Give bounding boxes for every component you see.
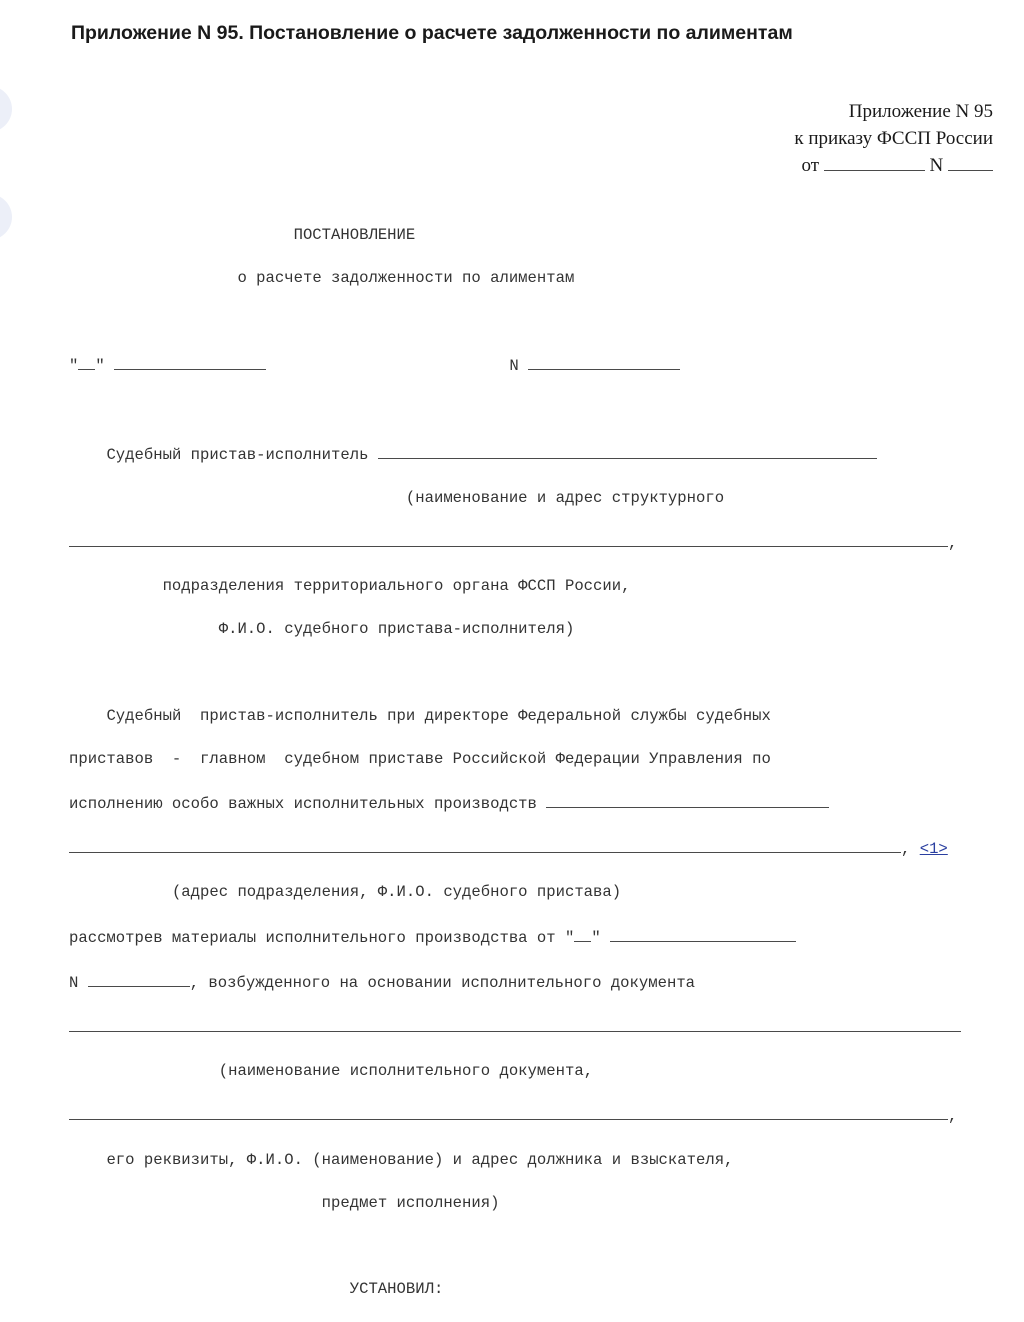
order-date-field[interactable] xyxy=(824,155,925,171)
order-number-prefix: N xyxy=(924,155,948,176)
proceeding-number-line xyxy=(69,971,969,995)
proceeding-date-field[interactable] xyxy=(610,926,796,942)
n-label: N xyxy=(69,973,79,992)
hint-address: (адрес подразделения, Ф.И.О. судебного пристава) xyxy=(171,883,622,902)
proceeding-day-field[interactable] xyxy=(574,926,591,942)
established-heading: УСТАНОВИЛ: xyxy=(349,1280,444,1299)
hint-line xyxy=(69,1061,969,1083)
hint-line xyxy=(69,576,969,598)
date-month-year-field[interactable] xyxy=(114,354,266,370)
doc-subtitle: о расчете задолженности по алиментам xyxy=(237,268,575,287)
doc-title-line xyxy=(69,225,969,247)
order-reference-block xyxy=(794,98,993,179)
executive-document-field-1[interactable] xyxy=(69,1016,961,1032)
order-number-field[interactable] xyxy=(948,155,993,171)
hint-structural-3: Ф.И.О. судебного пристава-исполнителя) xyxy=(218,620,575,639)
hint-line xyxy=(69,488,969,510)
date-number-line: " " N xyxy=(69,354,969,378)
bailiff-line xyxy=(69,443,969,467)
paragraph-1-line-2: приставов - главном судебном приставе Российской Федерации Управления по xyxy=(69,749,771,768)
hint-line xyxy=(69,1193,969,1215)
division-address-field-2[interactable] xyxy=(69,837,901,853)
appendix-label: Приложение N 95 xyxy=(848,101,993,122)
hint-document-1: (наименование исполнительного документа, xyxy=(218,1062,594,1081)
division-address-field-1[interactable] xyxy=(546,792,829,808)
hint-structural-2: подразделения территориального органа ФССП России, xyxy=(162,577,631,596)
hint-line xyxy=(69,619,969,641)
structural-division-line: , xyxy=(69,531,969,555)
doc-title: ПОСТАНОВЛЕНИЕ xyxy=(293,225,416,244)
established-line xyxy=(69,1279,969,1301)
paragraph-1-line-1: Судебный пристав-исполнитель при директоре Федеральной службы судебных xyxy=(106,706,771,725)
hint-structural-1: (наименование и адрес структурного xyxy=(405,488,725,507)
hint-line xyxy=(69,882,969,904)
structural-division-field[interactable] xyxy=(69,531,948,547)
considering-line: рассмотрев материалы исполнительного производства от " " xyxy=(69,926,969,950)
hint-document-2: его реквизиты, Ф.И.О. (наименование) и адрес должника и взыскателя, xyxy=(106,1150,734,1169)
date-day-field[interactable] xyxy=(78,354,95,370)
proceeding-number-field[interactable] xyxy=(88,971,190,987)
executive-document-field-2[interactable] xyxy=(69,1104,948,1120)
doc-subtitle-line xyxy=(69,268,969,290)
hint-line xyxy=(69,1150,969,1172)
executive-document-line xyxy=(69,1016,969,1040)
paragraph-line xyxy=(69,706,969,728)
hint-document-3: предмет исполнения) xyxy=(321,1193,500,1212)
footnote-link[interactable]: <1> xyxy=(919,840,948,859)
order-label: к приказу ФССП России xyxy=(794,128,993,149)
paragraph-line xyxy=(69,749,969,771)
executive-document-line: , xyxy=(69,1104,969,1128)
order-date-prefix: от xyxy=(801,155,824,176)
page-title: Приложение N 95. Постановление о расчете задолженности по алиментам xyxy=(71,22,793,44)
number-label: N xyxy=(509,357,519,376)
considering-text: рассмотрев материалы исполнительного производства от " xyxy=(69,928,575,947)
paragraph-1-line-3: исполнению особо важных исполнительных производств xyxy=(69,795,537,814)
bailiff-label: Судебный пристав-исполнитель xyxy=(106,445,369,464)
paragraph-line xyxy=(69,792,969,816)
order-date-number-line xyxy=(794,152,993,179)
decorative-circle xyxy=(0,194,12,240)
resolution-number-field[interactable] xyxy=(528,354,680,370)
initiated-text: , возбужденного на основании исполнительного документа xyxy=(189,973,696,992)
bailiff-field[interactable] xyxy=(378,443,877,459)
division-address-line: , <1> xyxy=(69,837,969,861)
decorative-circle xyxy=(0,86,12,132)
